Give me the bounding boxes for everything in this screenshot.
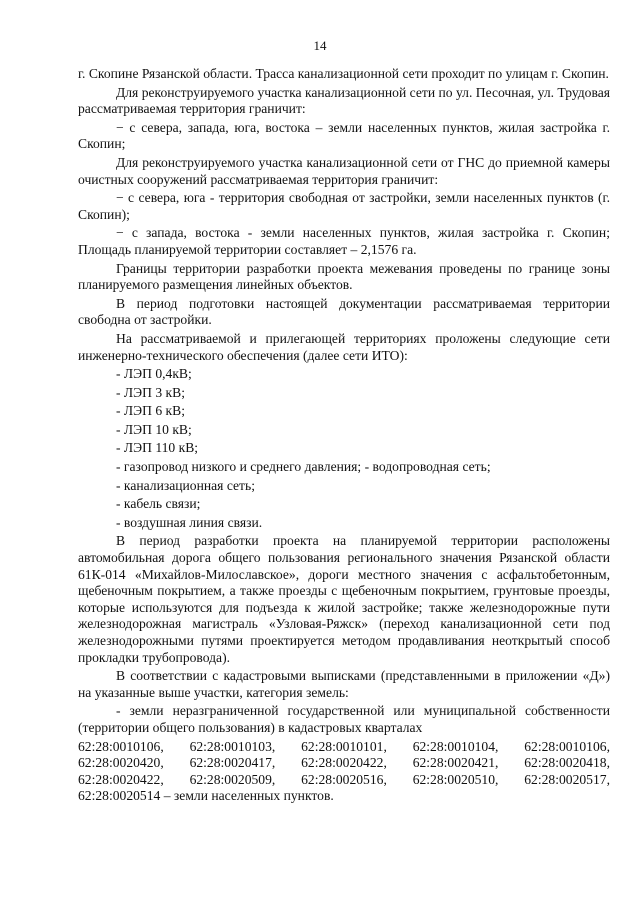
paragraph: - ЛЭП 3 кВ; xyxy=(116,384,185,400)
paragraph: В период подготовки настоящей документации рассматриваемая территории свободна от застройки. xyxy=(78,295,610,328)
cadastral-row xyxy=(78,739,610,756)
cadastral-numbers xyxy=(78,739,610,789)
cadastral-number: 62:28:0020420, xyxy=(78,755,164,771)
cadastral-number: 62:28:0020509, xyxy=(189,771,276,787)
paragraph: - воздушная линия связи. xyxy=(116,514,263,530)
paragraph: − с севера, запада, юга, востока – земли населенных пунктов, жилая застройка г. Скопин; xyxy=(78,119,610,152)
paragraph: г. Скопине Рязанской области. Трасса канализационной сети проходит по улицам г. Скопин. xyxy=(78,66,609,81)
cadastral-number: 62:28:0020510, xyxy=(412,771,499,787)
cadastral-number: 62:28:0010103, xyxy=(189,738,276,754)
paragraphs xyxy=(78,66,610,737)
cadastral-number: 62:28:0010104, xyxy=(412,738,499,754)
paragraph: На рассматриваемой и прилегающей территориях проложены следующие сети инженерно-технического обеспечения (далее сети ИТО): xyxy=(78,330,610,363)
paragraph: - ЛЭП 10 кВ; xyxy=(116,421,192,437)
cadastral-number: 62:28:0020517, xyxy=(524,771,610,787)
cadastral-number: 62:28:0020418, xyxy=(524,755,610,771)
paragraph: В соответствии с кадастровыми выписками (представленными в приложении «Д») на указанные выше участки, категория земель: xyxy=(78,668,610,700)
paragraph: В период разработки проекта на планируемой территории расположены автомобильная дорога общего пользования регионального значения Рязанской области 61К-014 «Михайлов-Милославское», дороги местного значения с асфальтобетонным, щебеночным покрытием, а также проезды с щебеночным покрытием, грунтовые проезды, которые используются для подъезда к жилой застройке; также железнодорожные пути железнодорожная магистраль «Узловая-Ряжск» (переход канализационной сети под железнодорожными путями проектируется методом продавливания неоткрытый способ прокладки трубопровода). xyxy=(78,533,610,665)
cadastral-number: 62:28:0020516, xyxy=(301,771,387,787)
cadastral-number: 62:28:0020417, xyxy=(189,755,276,771)
paragraph: Для реконструируемого участка канализационной сети от ГНС до приемной камеры очистных сооружений рассматриваемая территория граничит: xyxy=(78,154,610,187)
closing-line: 62:28:0020514 – земли населенных пунктов. xyxy=(78,788,334,804)
cadastral-number: 62:28:0010106, xyxy=(78,738,164,754)
paragraph: - ЛЭП 6 кВ; xyxy=(116,403,185,419)
paragraph: - кабель связи; xyxy=(116,496,201,512)
cadastral-number: 62:28:0020422, xyxy=(301,755,387,771)
cadastral-row xyxy=(78,755,610,772)
cadastral-number: 62:28:0020421, xyxy=(412,755,499,771)
cadastral-row xyxy=(78,772,610,789)
paragraph: − с севера, юга - территория свободная от застройки, земли населенных пунктов (г. Скопин); xyxy=(78,190,610,222)
paragraph: Для реконструируемого участка канализационной сети по ул. Песочная, ул. Трудовая рассматриваемая территория граничит: xyxy=(78,84,610,117)
cadastral-number: 62:28:0010106, xyxy=(524,738,610,754)
body-text xyxy=(78,66,610,805)
paragraph: - земли неразграниченной государственной или муниципальной собственности (территории общего пользования) в кадастровых кварталах xyxy=(78,703,610,735)
page-number: 14 xyxy=(313,38,327,53)
paragraph: - ЛЭП 110 кВ; xyxy=(116,440,199,456)
paragraph: - ЛЭП 0,4кВ; xyxy=(116,366,192,382)
paragraph: - канализационная сеть; xyxy=(116,477,255,493)
paragraph: − с запада, востока - земли населенных пунктов, жилая застройка г. Скопин; Площадь планируемой территории составляет – 2,1576 га. xyxy=(78,225,610,257)
cadastral-number: 62:28:0020422, xyxy=(78,771,164,787)
cadastral-number: 62:28:0010101, xyxy=(301,738,387,754)
paragraph: Границы территории разработки проекта межевания проведены по границе зоны планируемого размещения линейных объектов. xyxy=(78,260,610,293)
paragraph: - газопровод низкого и среднего давления; - водопроводная сеть; xyxy=(116,459,491,475)
